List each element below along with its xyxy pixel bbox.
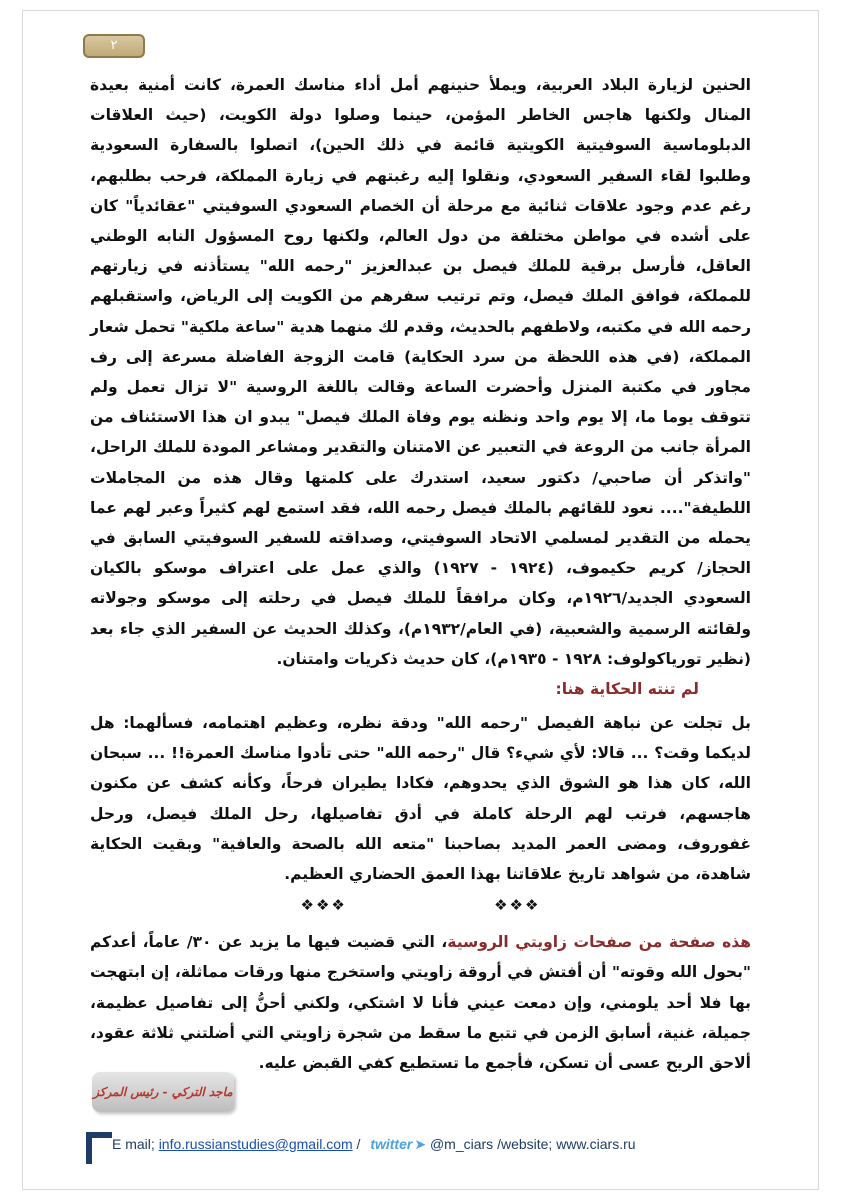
website-link[interactable]: /website; www.ciars.ru (497, 1136, 636, 1152)
twitter-bird-icon: ➤ (414, 1136, 427, 1152)
separator-ornament-right: ❖❖❖ (494, 896, 541, 915)
footer-separator: / (356, 1136, 361, 1152)
separator (90, 893, 751, 917)
footer-contact-line (112, 1136, 636, 1153)
section-heading: لم تنته الحكاية هنا: (555, 680, 699, 699)
paragraph-3-highlight: هذه صفحة من صفحات زاويتي الروسية (447, 933, 751, 952)
paragraph-2: بل تجلت عن نباهة الفيصل "رحمه الله" ودقة نظره، وعظيم اهتمامه، فسألهما: هل لديكما وقت؟ ... قالا: لأي شيء؟ قال "رحمه الله" حتى تأدوا مناسك العمرة!! ... سبحان الله، كان هذا هو الشوق الذي يحدوهم، فكادا يطيران فرحاً، وكأنه كشف عن مكنون هاجسهم، فرتب لهم الرحلة كاملة في أدق تفاصيلها، رحل الملك فيصل، ورحل غفوروف، ومضى العمر المديد بصاحبنا "متعه الله بالصحة والعافية" وبقيت الحكاية شاهدة، من شواهد تاريخ علاقاتنا بهذا العمق الحضاري العظيم. (90, 714, 751, 884)
email-label: E mail; (112, 1136, 155, 1152)
article-body (90, 70, 751, 1078)
footer-corner-icon (84, 1126, 114, 1166)
separator-ornament-left: ❖❖❖ (300, 896, 347, 915)
twitter-wordmark: twitter (370, 1136, 413, 1152)
paragraph-1: الحنين لزيارة البلاد العربية، ويملأ حنينهم أمل أداء مناسك العمرة، كانت أمنية بعيدة المنال ولكنها هاجس الخاطر المؤمن، حينما وصلوا دولة الكويت، (حيث العلاقات الدبلوماسية السوفيتية الكويتية قائمة في ذلك الحين)، اتصلوا بالسفارة السعودية وطلبوا لقاء السفير السعودي، ونقلوا إليه رغبتهم في زيارة المملكة، فرحب بطلبهم، رغم عدم وجود علاقات ثنائية مع مرحلة أن الخصام السعودي السوفيتي "عقائدياً" كان على أشده في مواطن مختلفة من دول العالم، ولكنها روح المسؤول النابه الوطني العاقل، فأرسل برقية للملك فيصل بن عبدالعزيز "رحمه الله" يستأذنه في زيارتهم للمملكة، فوافق الملك فيصل، وتم ترتيب سفرهم من الكويت إلى الرياض، واستقبلهم رحمه الله في مكتبه، ولاطفهم بالحديث، وقدم لك منهما هدية "ساعة ملكية" تحمل شعار المملكة، (في هذه اللحظة من سرد الحكاية) قامت الزوجة الفاضلة مسرعة إلى رف مجاور في مكتبة المنزل وأحضرت الساعة وقالت باللغة الروسية "لا تزال تعمل ولم تتوقف يوما ما، إلا يوم واحد ونظنه يوم وفاة الملك فيصل" يبدو ان هذا الاستئناف من المرأة جانب من الروعة في التعبير عن الامتنان والتقدير ومشاعر المودة للملك الراحل، "واتذكر أن صاحبي/ دكتور سعيد، استدرك على كلمتها وقال هذه من المجاملات اللطيفة".... نعود للقائهم بالملك فيصل رحمه الله، فقد استمع لهم كثيراً وعبر لهم عما يحمله من التقدير لمسلمي الاتحاد السوفيتي، وصداقته للسفير السوفيتي السابق في الحجاز/ كريم حكيموف، (١٩٢٤ - ١٩٢٧) والذي عمل على اعتراف موسكو بالكيان السعودي الجديد/١٩٢٦م، وكان مرافقاً للملك فيصل في رحلته إلى موسكو وجولاته ولقائته الرسمية والشعبية، (في العام/١٩٣٢م)، وكذلك الحديث عن السفير الذي جاء بعد (نظير تورياكولوف: ١٩٢٨ - ١٩٣٥م)، كان حديث ذكريات وامتنان. (90, 76, 751, 668)
page-number-badge: ٢ (83, 34, 145, 58)
twitter-handle-link[interactable]: @m_ciars (429, 1136, 494, 1152)
email-link[interactable]: info.russianstudies@gmail.com (158, 1136, 353, 1152)
paragraph-3 (90, 927, 751, 1078)
signature-stamp: ماجد التركي - رئيس المركز (92, 1072, 234, 1112)
footer (84, 1126, 784, 1166)
paragraph-3-text: ، التي قضيت فيها ما يزيد عن ٣٠/ عاماً، أعدكم "بحول الله وقوته" أن أفتش في أروقة زاويتي واستخرج منها ورقات مماثلة، إن ابتهجت بها فلا أحد يلومني، وإن دمعت عيني فأنا لا اشتكي، ولكني أحنُّ إلى تفاصيل عظيمة، جميلة، غنية، أسابق الزمن في تتبع ما سقط من شجرة زاويتي التي أضلتني ثلاثة عقود، ألاحق الريح عسى أن تسكن، فأجمع ما تستطيع كفي القبض عليه. (90, 933, 751, 1073)
